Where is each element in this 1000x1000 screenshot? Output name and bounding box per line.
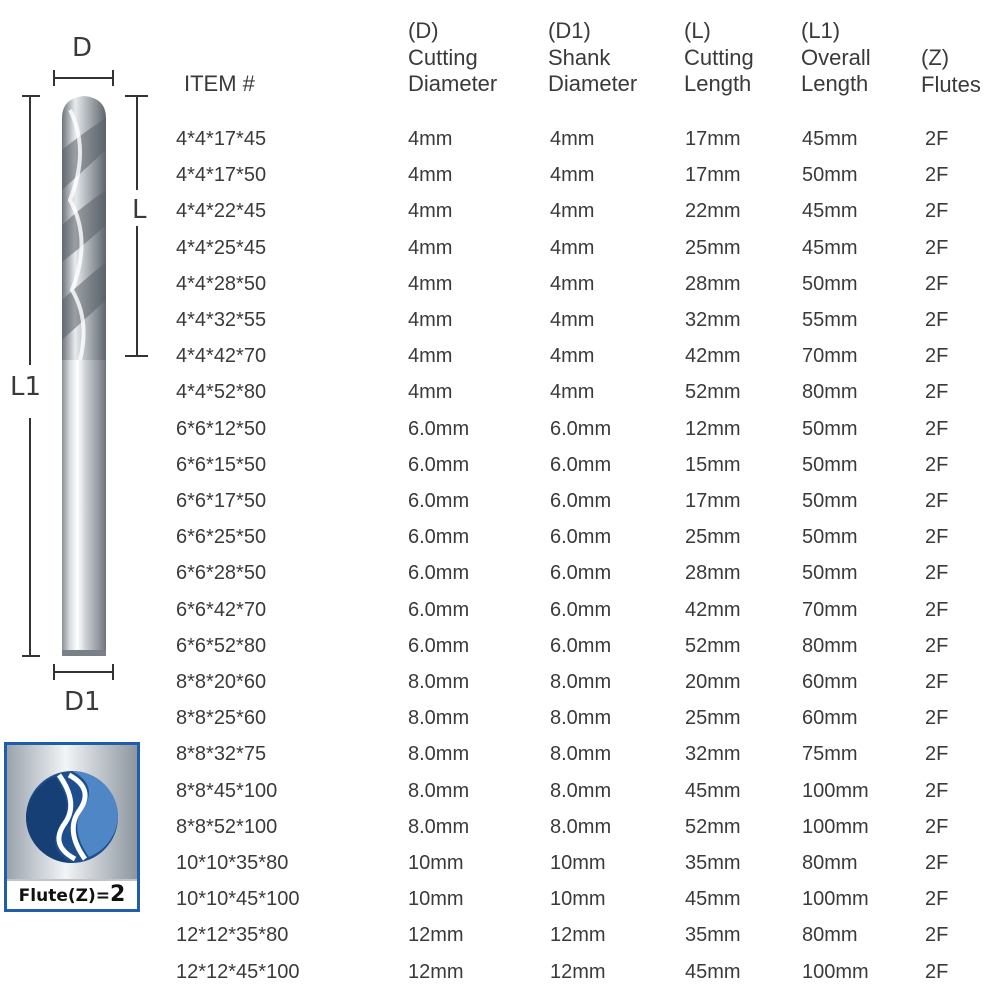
cell-shank-diameter: 12mm	[550, 924, 606, 947]
cell-cutting-diameter: 6.0mm	[408, 562, 470, 585]
table-row	[170, 628, 1000, 664]
l1-label: L1	[10, 372, 42, 402]
cell-item-number: 10*10*35*80	[176, 852, 289, 874]
cell-cutting-length: 25mm	[685, 236, 741, 259]
cell-flutes: 2F	[925, 888, 949, 911]
table-row	[170, 881, 1000, 917]
cell-item-number: 8*8*52*100	[176, 815, 278, 838]
cell-cutting-length: 32mm	[685, 309, 741, 331]
end-mill-diagram	[0, 0, 170, 720]
cell-cutting-length: 35mm	[685, 852, 741, 874]
cell-overall-length: 50mm	[802, 417, 858, 440]
cell-shank-diameter: 10mm	[550, 852, 606, 874]
cell-overall-length: 80mm	[802, 852, 858, 874]
cell-overall-length: 50mm	[802, 526, 858, 549]
cell-cutting-length: 35mm	[685, 924, 741, 947]
cell-overall-length: 50mm	[802, 164, 858, 187]
table-row	[170, 519, 1000, 555]
cell-cutting-diameter: 4mm	[408, 200, 453, 223]
cell-cutting-length: 28mm	[685, 272, 741, 295]
cell-shank-diameter: 12mm	[550, 960, 606, 983]
d-label: D	[72, 33, 93, 63]
cell-cutting-diameter: 8.0mm	[408, 779, 470, 802]
cell-overall-length: 55mm	[802, 309, 858, 331]
l-label: L	[132, 195, 147, 225]
cell-overall-length: 70mm	[802, 345, 858, 368]
cell-cutting-length: 15mm	[685, 453, 741, 476]
cell-item-number: 8*8*25*60	[176, 707, 267, 730]
cell-cutting-length: 52mm	[685, 815, 741, 838]
cell-cutting-diameter: 4mm	[408, 236, 453, 259]
cell-cutting-length: 32mm	[685, 743, 741, 766]
table-row	[170, 411, 1000, 447]
cell-flutes: 2F	[925, 779, 949, 802]
cell-flutes: 2F	[925, 852, 949, 874]
cell-shank-diameter: 4mm	[550, 272, 595, 295]
cell-flutes: 2F	[925, 598, 949, 621]
cell-flutes: 2F	[925, 526, 949, 549]
cell-cutting-length: 42mm	[685, 598, 741, 621]
cell-item-number: 4*4*42*70	[176, 345, 267, 368]
cell-item-number: 6*6*25*50	[176, 526, 267, 549]
cell-cutting-length: 17mm	[685, 164, 741, 187]
cell-overall-length: 80mm	[802, 634, 858, 657]
cell-flutes: 2F	[925, 671, 949, 693]
cell-cutting-diameter: 6.0mm	[408, 526, 470, 549]
cell-shank-diameter: 4mm	[550, 128, 595, 150]
cell-overall-length: 60mm	[802, 671, 858, 693]
cell-cutting-diameter: 6.0mm	[408, 634, 470, 657]
cell-shank-diameter: 6.0mm	[550, 453, 612, 476]
table-row	[170, 193, 1000, 229]
cell-overall-length: 45mm	[802, 236, 858, 259]
cell-shank-diameter: 8.0mm	[550, 743, 612, 766]
cell-overall-length: 100mm	[802, 779, 869, 802]
cell-item-number: 8*8*20*60	[176, 671, 267, 693]
cell-flutes: 2F	[925, 743, 949, 766]
cell-flutes: 2F	[925, 707, 949, 730]
cell-cutting-diameter: 10mm	[408, 888, 464, 911]
cell-cutting-diameter: 6.0mm	[408, 598, 470, 621]
cell-cutting-length: 42mm	[685, 345, 741, 368]
cell-item-number: 12*12*45*100	[176, 960, 300, 983]
cell-cutting-length: 25mm	[685, 707, 741, 730]
cell-cutting-diameter: 4mm	[408, 164, 453, 187]
cell-cutting-diameter: 8.0mm	[408, 743, 470, 766]
cell-item-number: 4*4*17*45	[176, 128, 267, 150]
cell-item-number: 8*8*32*75	[176, 743, 267, 766]
cell-overall-length: 45mm	[802, 200, 858, 223]
flute-equals: =	[95, 886, 110, 906]
table-row	[170, 736, 1000, 772]
cell-cutting-length: 52mm	[685, 381, 741, 404]
cell-shank-diameter: 6.0mm	[550, 417, 612, 440]
d1-label: D1	[64, 687, 101, 717]
cell-cutting-diameter: 4mm	[408, 381, 453, 404]
cell-cutting-length: 17mm	[685, 490, 741, 512]
cell-overall-length: 60mm	[802, 707, 858, 730]
cell-shank-diameter: 4mm	[550, 309, 595, 331]
table-row	[170, 266, 1000, 302]
cell-overall-length: 100mm	[802, 815, 869, 838]
cell-cutting-length: 25mm	[685, 526, 741, 549]
cell-flutes: 2F	[925, 490, 949, 512]
end-mill-image	[62, 96, 106, 656]
cell-flutes: 2F	[925, 815, 949, 838]
cell-item-number: 6*6*12*50	[176, 417, 267, 440]
header-overall-length: (L1) Overall Length	[801, 18, 871, 96]
cell-cutting-length: 45mm	[685, 960, 741, 983]
cell-cutting-diameter: 12mm	[408, 960, 464, 983]
cell-shank-diameter: 6.0mm	[550, 634, 612, 657]
cell-shank-diameter: 6.0mm	[550, 598, 612, 621]
cell-item-number: 4*4*17*50	[176, 164, 267, 187]
cell-overall-length: 80mm	[802, 924, 858, 947]
cell-cutting-length: 28mm	[685, 562, 741, 585]
cell-cutting-diameter: 6.0mm	[408, 453, 470, 476]
spec-table	[170, 0, 1000, 1000]
cell-cutting-length: 17mm	[685, 128, 741, 150]
header-cutting-diameter: (D) Cutting Diameter	[408, 18, 498, 96]
cell-flutes: 2F	[925, 634, 949, 657]
cell-cutting-length: 12mm	[685, 417, 741, 440]
cell-overall-length: 70mm	[802, 598, 858, 621]
table-row	[170, 230, 1000, 266]
cell-shank-diameter: 4mm	[550, 200, 595, 223]
cell-shank-diameter: 10mm	[550, 888, 606, 911]
cell-cutting-diameter: 6.0mm	[408, 490, 470, 512]
cell-cutting-length: 45mm	[685, 888, 741, 911]
cell-shank-diameter: 8.0mm	[550, 671, 612, 693]
cell-overall-length: 75mm	[802, 743, 858, 766]
cell-cutting-diameter: 8.0mm	[408, 815, 470, 838]
cell-item-number: 6*6*52*80	[176, 634, 267, 657]
cell-cutting-diameter: 4mm	[408, 309, 453, 331]
table-row	[170, 664, 1000, 700]
cell-cutting-diameter: 10mm	[408, 852, 464, 874]
cell-cutting-length: 52mm	[685, 634, 741, 657]
table-row	[170, 592, 1000, 628]
cell-flutes: 2F	[925, 381, 949, 404]
cell-shank-diameter: 8.0mm	[550, 779, 612, 802]
cell-flutes: 2F	[925, 417, 949, 440]
cell-flutes: 2F	[925, 345, 949, 368]
cell-flutes: 2F	[925, 960, 949, 983]
cell-item-number: 4*4*28*50	[176, 272, 267, 295]
cell-cutting-diameter: 8.0mm	[408, 671, 470, 693]
cell-item-number: 6*6*28*50	[176, 562, 267, 585]
two-flute-cross-section-icon	[7, 745, 137, 881]
cell-cutting-diameter: 4mm	[408, 128, 453, 150]
cell-shank-diameter: 4mm	[550, 236, 595, 259]
cell-shank-diameter: 6.0mm	[550, 526, 612, 549]
cell-item-number: 6*6*42*70	[176, 598, 267, 621]
cell-shank-diameter: 8.0mm	[550, 707, 612, 730]
table-row	[170, 845, 1000, 881]
cell-item-number: 4*4*52*80	[176, 381, 267, 404]
header-cutting-length: (L) Cutting Length	[684, 18, 754, 96]
cell-overall-length: 50mm	[802, 272, 858, 295]
cell-cutting-diameter: 8.0mm	[408, 707, 470, 730]
cell-item-number: 6*6*17*50	[176, 490, 267, 512]
cell-item-number: 4*4*22*45	[176, 200, 267, 223]
flute-label: Flute(Z)	[18, 886, 96, 906]
table-row	[170, 917, 1000, 953]
cell-shank-diameter: 8.0mm	[550, 815, 612, 838]
cell-overall-length: 50mm	[802, 453, 858, 476]
cell-item-number: 10*10*45*100	[176, 888, 300, 911]
cell-item-number: 6*6*15*50	[176, 453, 267, 476]
table-row	[170, 302, 1000, 338]
cell-overall-length: 80mm	[802, 381, 858, 404]
cell-flutes: 2F	[925, 562, 949, 585]
cell-shank-diameter: 6.0mm	[550, 490, 612, 512]
table-row	[170, 809, 1000, 845]
cell-item-number: 4*4*25*45	[176, 236, 267, 259]
header-item: ITEM #	[184, 71, 255, 96]
cell-overall-length: 50mm	[802, 490, 858, 512]
cell-overall-length: 50mm	[802, 562, 858, 585]
cell-cutting-diameter: 6.0mm	[408, 417, 470, 440]
table-row	[170, 483, 1000, 519]
cell-shank-diameter: 6.0mm	[550, 562, 612, 585]
cell-flutes: 2F	[925, 453, 949, 476]
table-row	[170, 700, 1000, 736]
table-row	[170, 773, 1000, 809]
cell-flutes: 2F	[925, 164, 949, 187]
flute-value: 2	[110, 882, 126, 907]
cell-cutting-length: 22mm	[685, 200, 741, 223]
table-row	[170, 954, 1000, 990]
cell-overall-length: 100mm	[802, 960, 869, 983]
table-row	[170, 447, 1000, 483]
cell-cutting-diameter: 4mm	[408, 345, 453, 368]
table-row	[170, 121, 1000, 157]
cell-flutes: 2F	[925, 200, 949, 223]
cell-cutting-length: 20mm	[685, 671, 741, 693]
header-flutes: (Z) Flutes	[921, 45, 981, 97]
cell-shank-diameter: 4mm	[550, 164, 595, 187]
cell-flutes: 2F	[925, 236, 949, 259]
cell-item-number: 12*12*35*80	[176, 924, 289, 947]
cell-flutes: 2F	[925, 924, 949, 947]
cell-cutting-diameter: 12mm	[408, 924, 464, 947]
cell-overall-length: 45mm	[802, 128, 858, 150]
cell-flutes: 2F	[925, 272, 949, 295]
cell-cutting-diameter: 4mm	[408, 272, 453, 295]
table-row	[170, 338, 1000, 374]
flute-count-badge	[4, 742, 140, 912]
table-row	[170, 157, 1000, 193]
cell-shank-diameter: 4mm	[550, 345, 595, 368]
table-row	[170, 374, 1000, 410]
cell-flutes: 2F	[925, 128, 949, 150]
cell-flutes: 2F	[925, 309, 949, 331]
cell-item-number: 8*8*45*100	[176, 779, 278, 802]
header-shank-diameter: (D1) Shank Diameter	[548, 18, 638, 96]
cell-overall-length: 100mm	[802, 888, 869, 911]
cell-shank-diameter: 4mm	[550, 381, 595, 404]
cell-item-number: 4*4*32*55	[176, 309, 267, 331]
flute-caption	[7, 879, 137, 909]
table-row	[170, 555, 1000, 591]
cell-cutting-length: 45mm	[685, 779, 741, 802]
